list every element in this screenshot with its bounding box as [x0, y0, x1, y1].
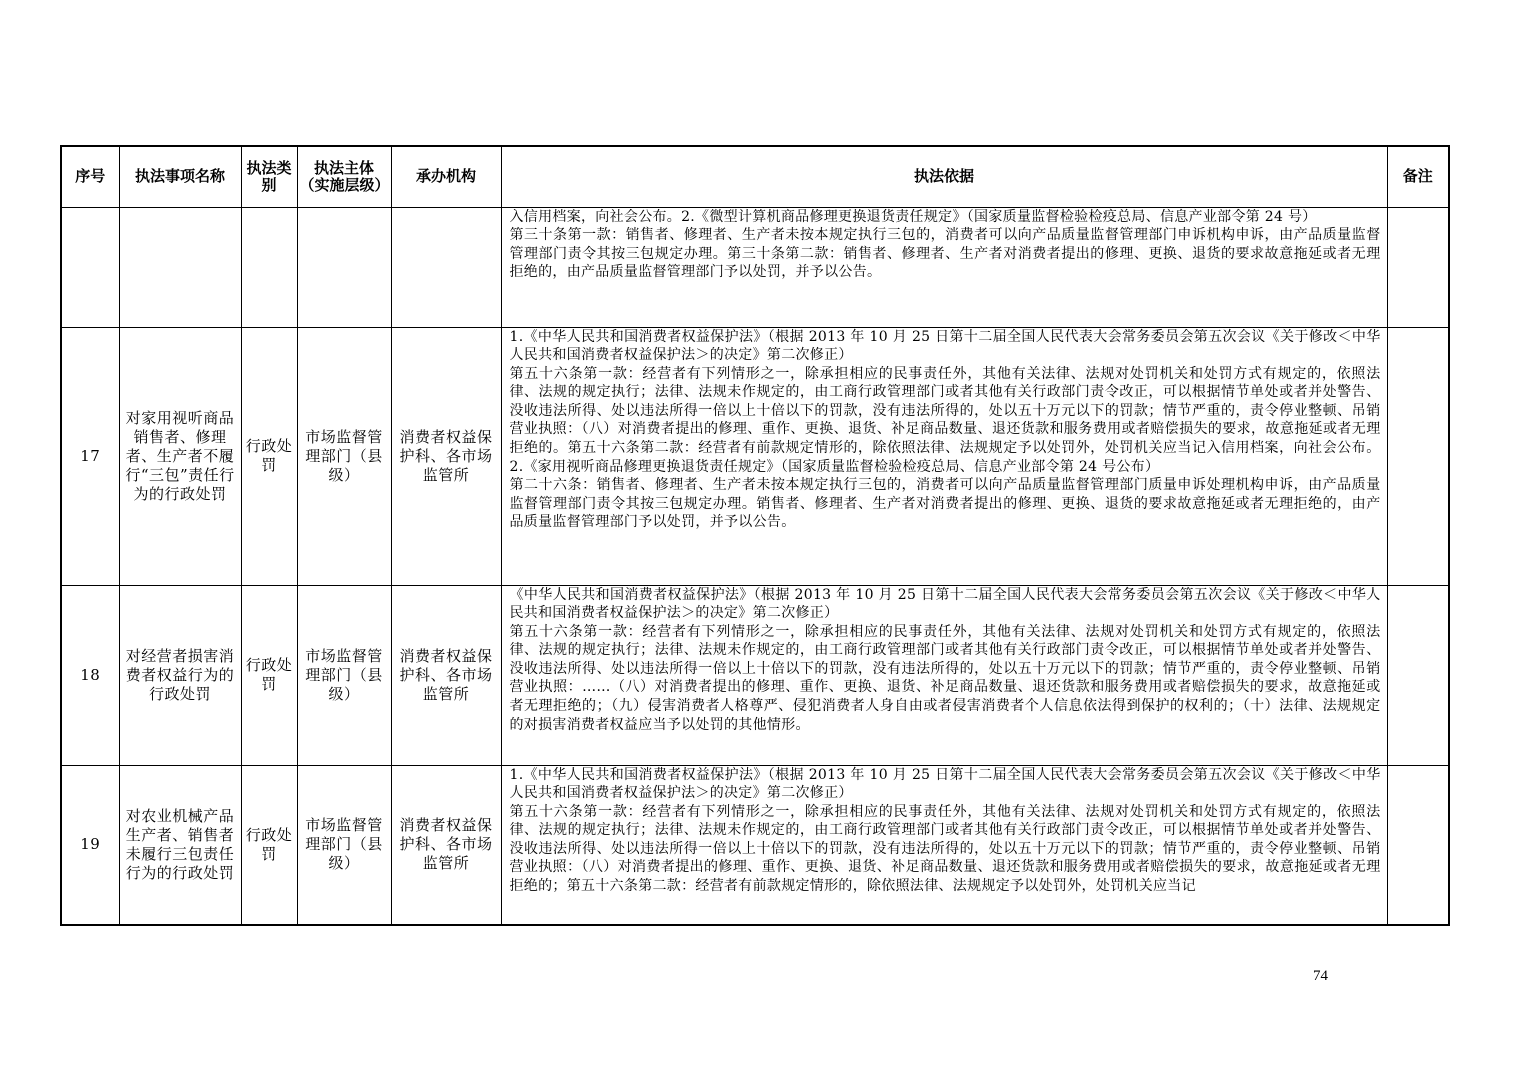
basis-paragraph: 第五十六条第一款：经营者有下列情形之一，除承担相应的民事责任外，其他有关法律、法规对处罚机关和处罚方式有规定的，依照法律、法规的规定执行；法律、法规未作规定的，由工商行政管理部门或者其他有关行政部门责令改正，可以根据情节单处或者并处警告、没收违法所得、处以违法所得一倍以上十倍以下的罚款，没有违法所得的，处以五十万元以下的罚款；情节严重的，责令停业整顿、吊销营业执照：（八）对消费者提出的修理、重作、更换、退货、补足商品数量、退还货款和服务费用或者赔偿损失的要求，故意拖延或者无理拒绝的；第五十六条第二款：经营者有前款规定情形的，除依照法律、法规规定予以处罚外，处罚机关应当记 [509, 803, 1381, 895]
row-note [1387, 585, 1449, 765]
enforcement-table [60, 145, 1450, 926]
header-basis: 执法依据 [501, 146, 1387, 207]
row-name: 对家用视听商品销售者、修理者、生产者不履行“三包”责任行为的行政处罚 [119, 327, 241, 585]
row-subject: 市场监督管理部门（县级） [297, 585, 391, 765]
basis-paragraph: 入信用档案，向社会公布。2.《微型计算机商品修理更换退货责任规定》（国家质量监督检验检疫总局、信息产业部令第 24 号） [509, 208, 1317, 225]
basis-paragraph: 第五十六条第一款：经营者有下列情形之一，除承担相应的民事责任外，其他有关法律、法规对处罚机关和处罚方式有规定的，依照法律、法规的规定执行；法律、法规未作规定的，由工商行政管理部门或者其他有关行政部门责令改正，可以根据情节单处或者并处警告、没收违法所得、处以违法所得一倍以上十倍以下的罚款，没有违法所得的，处以五十万元以下的罚款；情节严重的，责令停业整顿、吊销营业执照：（八）对消费者提出的修理、重作、更换、退货、补足商品数量、退还货款和服务费用或者赔偿损失的要求，故意拖延或者无理拒绝的。第五十六条第二款：经营者有前款规定情形的，除依照法律、法规规定予以处罚外，处罚机关应当记入信用档案，向社会公布。2.《家用视听商品修理更换退货责任规定》（国家质量监督检验检疫总局、信息产业部令第 24 号公布） [509, 365, 1381, 475]
table-row [61, 585, 1449, 765]
row-seq: 19 [61, 765, 119, 925]
row-note [1387, 765, 1449, 925]
row-basis [501, 765, 1387, 925]
header-name: 执法事项名称 [119, 146, 241, 207]
row-category: 行政处罚 [241, 327, 297, 585]
header-subject: 执法主体（实施层级） [297, 146, 391, 207]
header-seq: 序号 [61, 146, 119, 207]
row-subject: 市场监督管理部门（县级） [297, 765, 391, 925]
page-number: 74 [1313, 968, 1328, 984]
row-note [1387, 207, 1449, 327]
header-note: 备注 [1387, 146, 1449, 207]
basis-paragraph: 1.《中华人民共和国消费者权益保护法》（根据 2013 年 10 月 25 日第十二届全国人民代表大会常务委员会第五次会议《关于修改＜中华人民共和国消费者权益保护法＞的决定》第二次修正） [509, 328, 1381, 364]
row-basis [501, 207, 1387, 327]
row-agency: 消费者权益保护科、各市场监管所 [391, 585, 501, 765]
table-row [61, 327, 1449, 585]
row-basis [501, 327, 1387, 585]
table-row [61, 207, 1449, 327]
row-name: 对经营者损害消费者权益行为的行政处罚 [119, 585, 241, 765]
row-note [1387, 327, 1449, 585]
row-agency: 消费者权益保护科、各市场监管所 [391, 327, 501, 585]
row-name [119, 207, 241, 327]
basis-paragraph: 1.《中华人民共和国消费者权益保护法》（根据 2013 年 10 月 25 日第十二届全国人民代表大会常务委员会第五次会议《关于修改＜中华人民共和国消费者权益保护法＞的决定》第二次修正） [509, 766, 1381, 802]
row-seq: 18 [61, 585, 119, 765]
row-category [241, 207, 297, 327]
row-category: 行政处罚 [241, 765, 297, 925]
basis-paragraph: 第五十六条第一款：经营者有下列情形之一，除承担相应的民事责任外，其他有关法律、法规对处罚机关和处罚方式有规定的，依照法律、法规的规定执行；法律、法规未作规定的，由工商行政管理部门或者其他有关行政部门责令改正，可以根据情节单处或者并处警告、没收违法所得、处以违法所得一倍以上十倍以下的罚款，没有违法所得的，处以五十万元以下的罚款；情节严重的，责令停业整顿、吊销营业执照：……（八）对消费者提出的修理、重作、更换、退货、补足商品数量、退还货款和服务费用或者赔偿损失的要求，故意拖延或者无理拒绝的；（九）侵害消费者人格尊严、侵犯消费者人身自由或者侵害消费者个人信息依法得到保护的权利的；（十）法律、法规规定的对损害消费者权益应当予以处罚的其他情形。 [509, 623, 1381, 733]
table-row [61, 765, 1449, 925]
row-subject [297, 207, 391, 327]
row-seq: 17 [61, 327, 119, 585]
row-seq [61, 207, 119, 327]
basis-paragraph: 第三十条第一款：销售者、修理者、生产者未按本规定执行三包的，消费者可以向产品质量监督管理部门申诉机构申诉，由产品质量监督管理部门责令其按三包规定办理。第三十条第二款：销售者、修理者、生产者对消费者提出的修理、更换、退货的要求故意拖延或者无理拒绝的，由产品质量监督管理部门予以处罚，并予以公告。 [509, 227, 1381, 281]
row-category: 行政处罚 [241, 585, 297, 765]
row-basis [501, 585, 1387, 765]
header-agency: 承办机构 [391, 146, 501, 207]
row-agency: 消费者权益保护科、各市场监管所 [391, 765, 501, 925]
basis-paragraph: 《中华人民共和国消费者权益保护法》（根据 2013 年 10 月 25 日第十二届全国人民代表大会常务委员会第五次会议《关于修改＜中华人民共和国消费者权益保护法＞的决定》第二次修正） [509, 586, 1381, 622]
row-name: 对农业机械产品生产者、销售者未履行三包责任行为的行政处罚 [119, 765, 241, 925]
header-row [61, 146, 1449, 207]
basis-paragraph: 第二十六条：销售者、修理者、生产者未按本规定执行三包的，消费者可以向产品质量监督管理部门质量申诉处理机构申诉，由产品质量监督管理部门责令其按三包规定办理。销售者、修理者、生产者对消费者提出的修理、更换、退货的要求故意拖延或者无理拒绝的，由产品质量监督管理部门予以处罚，并予以公告。 [509, 477, 1381, 531]
row-subject: 市场监督管理部门（县级） [297, 327, 391, 585]
header-category: 执法类别 [241, 146, 297, 207]
row-agency [391, 207, 501, 327]
